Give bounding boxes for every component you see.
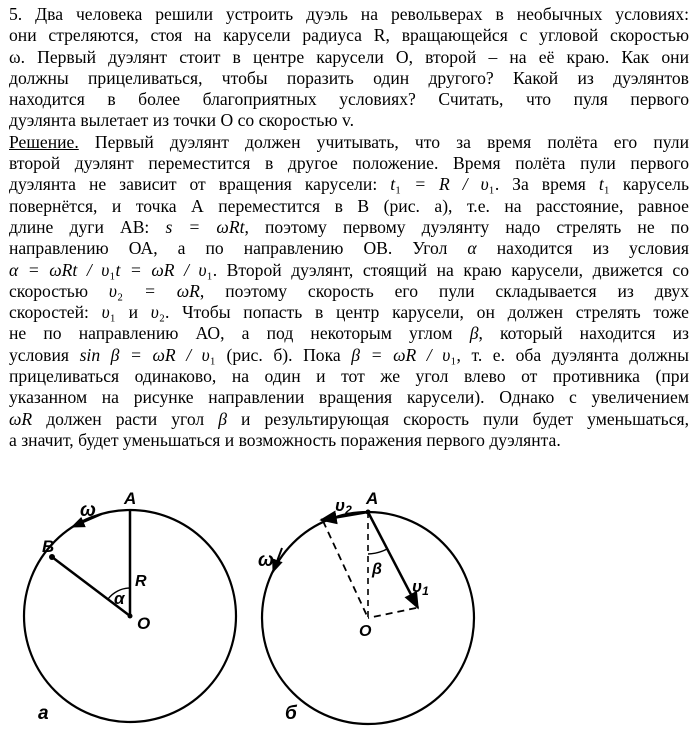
problem-line: ω. Первый дуэлянт стоит в центре карусели О, второй – на её краю. Как они [9,46,689,67]
solution-line: дуэлянта не зависит от вращения карусели: t₁ = R / υ₁. За время t₁ карусель [9,174,689,195]
solution-line: ωR должен расти угол β и результирующая скорость пули будет уменьшаться, [9,408,689,429]
vector-v1 [368,512,418,608]
v2-label: υ2 [335,496,352,517]
solution-line: направлению ОА, а по направлению ОВ. Угол α находится из условия [9,238,689,259]
caption-b: б [285,703,297,724]
solution-line: не по направлению АО, а под некоторым углом β, который находится из [9,323,690,344]
label-r: R [135,573,147,590]
point-a [366,510,371,515]
dashed-v2-parallel [323,521,368,618]
alpha-label: α [114,589,125,608]
figure-b [258,490,474,724]
beta-label: β [372,561,382,578]
solution-line: Решение. Первый дуэлянт должен учитывать, что за время полёта его пули [9,131,689,152]
problem-line: дуэлянта вылетает из точки О со скоростью v. [9,110,354,131]
solution-line: длине дуги АВ: s = ωRt, поэтому первому дуэлянту надо стрелять не по [9,216,689,237]
label-o: O [137,614,151,633]
problem-line: 5. Два человека решили устроить дуэль на револьверах в необычных условиях: [9,4,689,24]
figure-a [24,490,236,724]
dashed-v1-parallel [368,608,416,618]
solution-line: указанном на рисунке направлении вращения карусели). Однако с увеличением [9,387,689,408]
caption-a: а [38,703,49,724]
v1-label: υ1 [412,577,429,598]
document-text [9,4,689,451]
solution-line: условия sin β = ωR / υ₁ (рис. б). Пока β = ωR / υ₁, т. е. оба дуэлянта должны [9,344,689,365]
solution-line: второй дуэлянт переместится в другое положение. Время полёта пули первого [9,153,689,174]
point-o [128,614,133,619]
solution-line: α = ωRt / υ₁t = ωR / υ₁. Второй дуэлянт, стоящий на краю карусели, движется со [9,259,689,280]
problem-line: должны прицеливаться, чтобы поразить один другого? Какой из дуэлянтов [9,67,689,88]
label-a: A [366,490,379,508]
solution-heading: Решение. [9,131,79,152]
rotation-arrow [273,548,282,572]
solution-line: повернётся, и точка А переместится в В (рис. а), т.е. на расстояние, равное [9,195,689,216]
solution-line: прицеливаться одинаково, на один и тот же угол влево от противника (при [9,366,689,387]
solution-line: а значит, будет уменьшаться и возможность поражения первого дуэлянта. [9,429,561,450]
label-o: O [359,623,372,640]
problem-line: находится в более благоприятных условиях? Считать, что пуля первого [9,89,689,110]
problem-line: они стреляются, стоя на карусели радиуса R, вращающейся с угловой скоростью [9,25,689,46]
figures [0,490,700,735]
label-a: A [124,490,137,508]
label-b: B [42,537,55,556]
solution-line: скоростей: υ₁ и υ₂. Чтобы попасть в центр карусели, он должен стрелять тоже [9,302,689,323]
beta-arc [368,549,387,554]
solution-line: скоростью υ₂ = ωR, поэтому скорость его пули складывается из двух [9,280,689,301]
omega-label: ω [258,550,274,571]
omega-label: ω [80,500,96,521]
